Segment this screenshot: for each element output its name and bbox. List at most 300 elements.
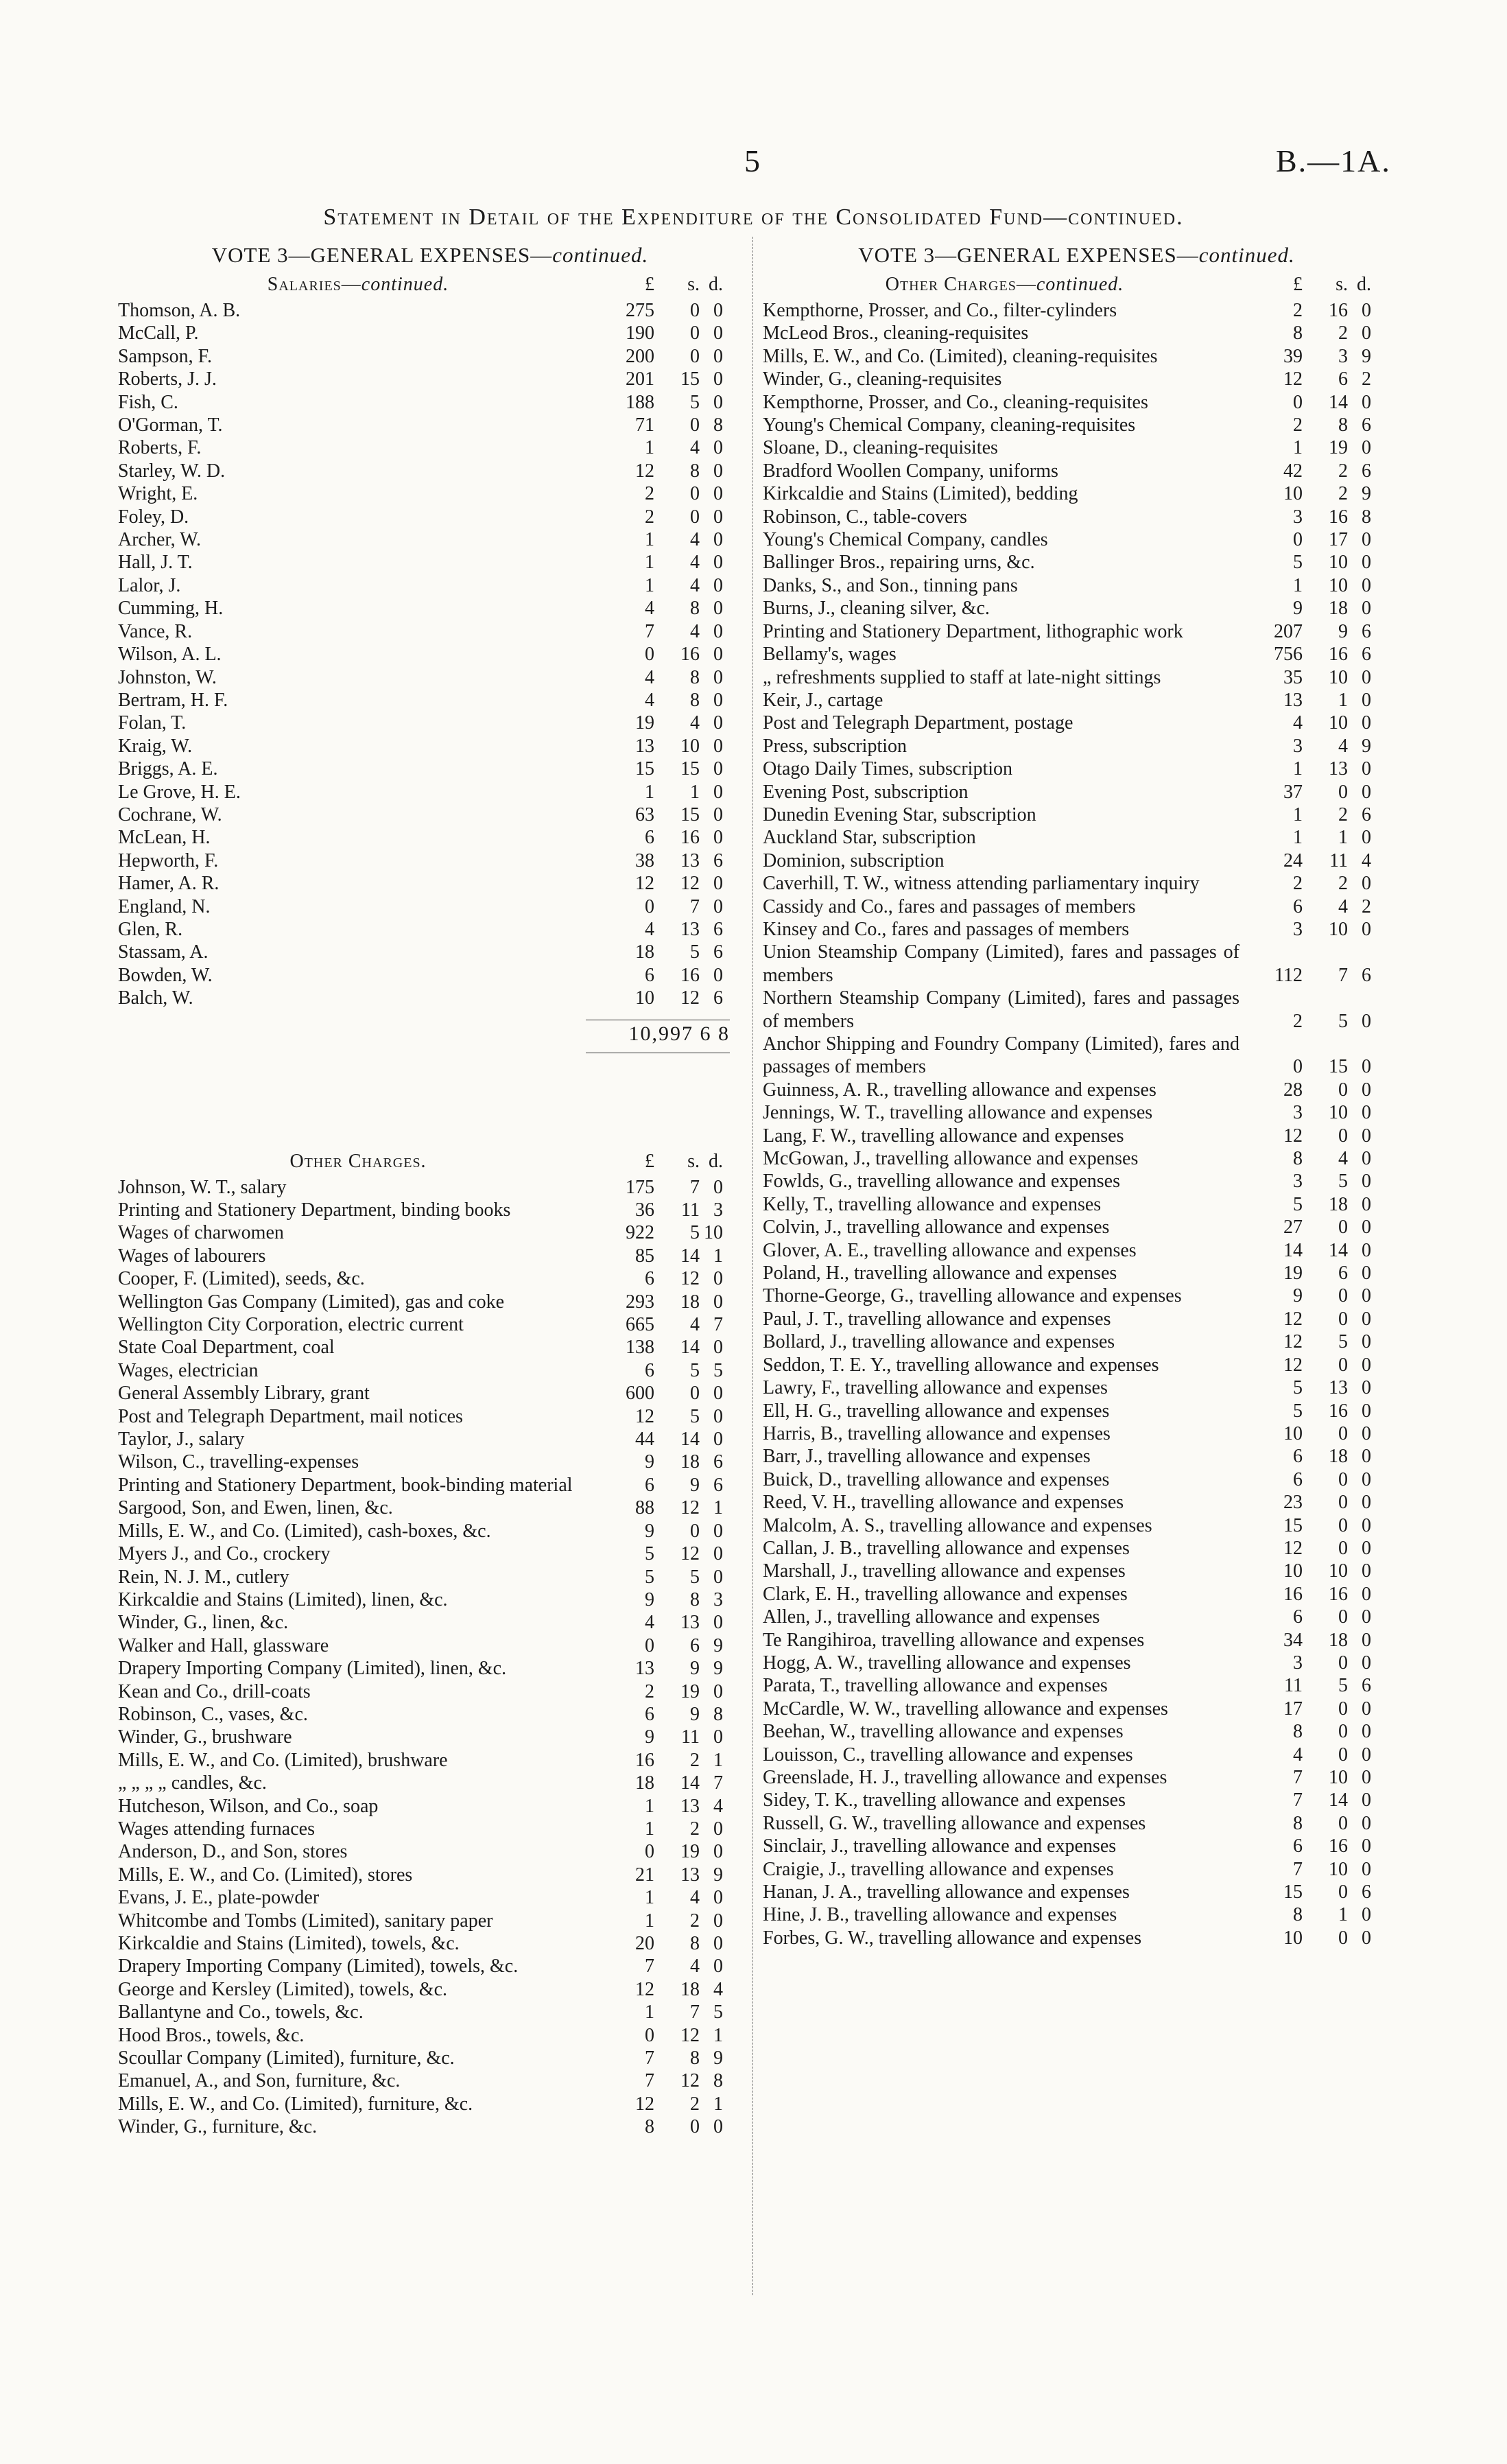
shillings-value: 8	[690, 1588, 700, 1610]
table-row	[763, 941, 1390, 987]
table-row	[118, 1680, 742, 1703]
shillings-value: 5	[690, 941, 700, 963]
pounds-value: 63	[635, 803, 654, 825]
table-row	[118, 1932, 742, 1955]
table-row	[118, 2024, 742, 2047]
pence-value: 0	[1362, 1285, 1371, 1307]
entry-name: Fish, C.	[118, 391, 178, 413]
pence-value: 0	[1362, 437, 1371, 459]
shillings-value: 2	[690, 2093, 700, 2115]
pence-value: 0	[1362, 1079, 1371, 1101]
pounds-value: 7	[1293, 1858, 1303, 1880]
table-row	[118, 1864, 742, 1886]
table-row	[763, 1744, 1390, 1766]
entry-name: Evans, J. E., plate-powder	[118, 1887, 320, 1909]
shillings-value: 8	[690, 2048, 700, 2069]
pence-value: 0	[1362, 1400, 1371, 1422]
table-row	[118, 482, 742, 505]
shillings-value: 7	[1338, 964, 1348, 986]
entry-name: Roberts, J. J.	[118, 368, 217, 390]
entry-name: Lang, F. W., travelling allowance and expenses	[763, 1125, 1124, 1147]
pounds-value: 42	[1283, 460, 1303, 482]
entry-name: Bowden, W.	[118, 964, 213, 986]
pounds-value: 1	[645, 1795, 654, 1817]
pounds-value: 71	[635, 414, 654, 436]
entry-name: Sampson, F.	[118, 345, 213, 367]
pence-value: 0	[1362, 529, 1371, 551]
pence-value: 0	[1362, 1835, 1371, 1857]
left-column	[118, 240, 742, 2139]
pounds-value: 1	[645, 1910, 654, 1932]
pence-value: 0	[713, 483, 723, 505]
pounds-value: 7	[1293, 1767, 1303, 1788]
table-row	[763, 368, 1390, 390]
pounds-value: 6	[645, 1359, 654, 1381]
shillings-value: 16	[1329, 644, 1348, 666]
pounds-value: 3	[1293, 1102, 1303, 1124]
pence-value: 0	[1362, 873, 1371, 895]
pence-value: 5	[713, 2002, 723, 2023]
table-row	[118, 712, 742, 734]
pounds-value: 6	[1293, 895, 1303, 917]
shillings-value: 8	[1338, 414, 1348, 436]
entry-name: Ballantyne and Co., towels, &c.	[118, 2002, 364, 2023]
entry-name: Folan, T.	[118, 712, 187, 734]
table-row	[763, 666, 1390, 689]
pounds-value: 8	[1293, 1148, 1303, 1170]
other-charges-continued-heading: Other Charges—continued. £ s. d.	[885, 274, 1371, 295]
pence-value: 6	[713, 1451, 723, 1473]
pounds-value: 6	[645, 964, 654, 986]
pounds-value: 20	[635, 1933, 654, 1954]
entry-name: Forbes, G. W., travelling allowance and expenses	[763, 1927, 1142, 1949]
pence-value: 6	[1362, 1881, 1371, 1903]
shillings-value: 14	[1329, 1790, 1348, 1811]
entry-name: Wages of charwomen	[118, 1222, 284, 1244]
pence-value: 0	[713, 1520, 723, 1542]
entry-name: Kirkcaldie and Stains (Limited), bedding	[763, 483, 1078, 505]
table-row	[118, 1451, 742, 1473]
entry-name: Post and Telegraph Department, mail notices	[118, 1405, 463, 1427]
table-row	[118, 322, 742, 344]
entry-name: Cooper, F. (Limited), seeds, &c.	[118, 1268, 365, 1290]
salaries-list	[118, 299, 742, 1010]
pence-value: 1	[713, 1245, 723, 1267]
entry-name: Stassam, A.	[118, 941, 209, 963]
table-row	[118, 643, 742, 666]
entry-name: Cumming, H.	[118, 598, 224, 620]
table-row	[118, 460, 742, 482]
shillings-value: 13	[1329, 1377, 1348, 1399]
pence-value: 10	[704, 1222, 723, 1244]
pence-value: 0	[1362, 1652, 1371, 1674]
pounds-value: 24	[1283, 849, 1303, 871]
pounds-value: 16	[635, 1749, 654, 1771]
entry-name: Union Steamship Company (Limited), fares and passages of members	[763, 941, 1244, 986]
table-row	[763, 1812, 1390, 1835]
other-charges-continued-list	[763, 299, 1390, 1949]
entry-name: Bradford Woollen Company, uniforms	[763, 460, 1058, 482]
table-row	[118, 1382, 742, 1405]
shillings-value: 5	[1338, 1171, 1348, 1193]
table-row	[763, 918, 1390, 941]
table-row	[118, 1611, 742, 1634]
shillings-value: 2	[690, 1910, 700, 1932]
table-row	[763, 758, 1390, 780]
shillings-value: 5	[690, 1405, 700, 1427]
entry-name: Rein, N. J. M., cutlery	[118, 1566, 289, 1588]
table-row	[763, 1903, 1390, 1926]
entry-name: England, N.	[118, 895, 211, 917]
pounds-value: 4	[1293, 1744, 1303, 1765]
pence-value: 0	[1362, 1377, 1371, 1399]
pounds-value: 2	[1293, 414, 1303, 436]
pounds-value: 12	[635, 1405, 654, 1427]
entry-name: Winder, G., furniture, &c.	[118, 2116, 318, 2138]
shillings-value: 4	[1338, 895, 1348, 917]
table-row	[763, 414, 1390, 436]
shillings-value: 4	[690, 437, 700, 459]
table-row	[118, 964, 742, 987]
table-row	[118, 1221, 742, 1244]
shillings-value: 0	[1338, 1698, 1348, 1720]
entry-name: Clark, E. H., travelling allowance and expenses	[763, 1583, 1128, 1605]
pence-value: 0	[713, 712, 723, 734]
table-row	[763, 1330, 1390, 1353]
shillings-value: 0	[690, 483, 700, 505]
shillings-value: 18	[1329, 1193, 1348, 1215]
shillings-value: 0	[1338, 1537, 1348, 1559]
shillings-value: 0	[690, 300, 700, 321]
entry-name: Parata, T., travelling allowance and expenses	[763, 1675, 1108, 1697]
entry-name: Glen, R.	[118, 918, 183, 940]
other-charges-heading: Other Charges. £ s. d.	[289, 1150, 723, 1172]
pence-value: 0	[1362, 1583, 1371, 1605]
entry-name: Hine, J. B., travelling allowance and expenses	[763, 1904, 1117, 1926]
entry-name: Archer, W.	[118, 529, 201, 551]
entry-name: „ refreshments supplied to staff at late-night sittings	[763, 666, 1161, 688]
entry-name: Louisson, C., travelling allowance and expenses	[763, 1744, 1133, 1765]
pounds-value: 1	[645, 1887, 654, 1909]
pounds-value: 18	[635, 1772, 654, 1794]
pence-value: 0	[1362, 712, 1371, 734]
pence-value: 0	[1362, 1537, 1371, 1559]
table-row	[763, 1491, 1390, 1514]
entry-name: Lalor, J.	[118, 574, 181, 596]
table-row	[763, 1079, 1390, 1101]
shillings-value: 14	[1329, 391, 1348, 413]
pounds-value: 39	[1283, 345, 1303, 367]
pounds-value: 1	[1293, 437, 1303, 459]
shillings-value: 13	[680, 1864, 700, 1886]
pounds-value: 2	[1293, 1010, 1303, 1032]
vote-heading-left: VOTE 3—GENERAL EXPENSES—continued.	[211, 243, 649, 267]
pence-value: 0	[1362, 1331, 1371, 1353]
entry-name: Balch, W.	[118, 987, 193, 1009]
entry-name: Russell, G. W., travelling allowance and expenses	[763, 1812, 1146, 1834]
shillings-value: 2	[1338, 803, 1348, 825]
table-row	[763, 1422, 1390, 1445]
pence-value: 0	[1362, 918, 1371, 940]
pounds-value: 922	[626, 1222, 654, 1244]
pence-value: 0	[1362, 1171, 1371, 1193]
table-row	[763, 620, 1390, 643]
shillings-value: 18	[1329, 598, 1348, 620]
entry-name: State Coal Department, coal	[118, 1337, 335, 1359]
pence-value: 0	[713, 1543, 723, 1565]
pence-value: 0	[1362, 1790, 1371, 1811]
pounds-value: 6	[645, 1474, 654, 1496]
pence-value: 0	[1362, 1354, 1371, 1376]
table-row	[118, 1359, 742, 1382]
table-row	[763, 1835, 1390, 1857]
shillings-header: s.	[687, 274, 700, 295]
pounds-value: 200	[626, 345, 654, 367]
entry-name: Allen, J., travelling allowance and expenses	[763, 1606, 1100, 1628]
pounds-value: 7	[645, 620, 654, 642]
shillings-value: 0	[1338, 1927, 1348, 1949]
pence-value: 5	[713, 1359, 723, 1381]
entry-name: Starley, W. D.	[118, 460, 226, 482]
pence-value: 1	[713, 1497, 723, 1519]
entry-name: Marshall, J., travelling allowance and expenses	[763, 1560, 1126, 1582]
pounds-value: 12	[635, 460, 654, 482]
pounds-value: 665	[626, 1314, 654, 1336]
table-row	[763, 506, 1390, 528]
pence-value: 0	[1362, 1056, 1371, 1078]
shillings-value: 5	[1338, 1331, 1348, 1353]
shillings-value: 11	[681, 1726, 700, 1748]
shillings-value: 14	[680, 1772, 700, 1794]
entry-name: Wilson, C., travelling-expenses	[118, 1451, 359, 1473]
pounds-value: 12	[635, 1978, 654, 2000]
pence-value: 0	[1362, 1217, 1371, 1239]
pence-value: 0	[713, 1910, 723, 1932]
pence-value: 1	[713, 1749, 723, 1771]
entry-name: Bellamy's, wages	[763, 644, 897, 666]
pence-value: 6	[1362, 1675, 1371, 1697]
pence-value: 1	[713, 2093, 723, 2115]
pounds-value: 1	[645, 529, 654, 551]
other-charges-list	[118, 1176, 742, 2139]
shillings-value: 2	[690, 1749, 700, 1771]
shillings-value: 14	[680, 1337, 700, 1359]
table-row	[763, 1720, 1390, 1743]
pounds-value: 2	[645, 506, 654, 528]
pence-value: 0	[1362, 1125, 1371, 1147]
table-row	[118, 1955, 742, 1978]
pounds-value: 1	[645, 437, 654, 459]
shillings-value: 4	[690, 712, 700, 734]
table-row	[118, 299, 742, 322]
entry-name: Danks, S., and Son., tinning pans	[763, 574, 1018, 596]
table-row	[118, 872, 742, 895]
pounds-value: 23	[1283, 1492, 1303, 1514]
pence-value: 0	[713, 1383, 723, 1405]
entry-name: Mills, E. W., and Co. (Limited), cleaning-requisites	[763, 345, 1158, 367]
pounds-value: 8	[1293, 322, 1303, 344]
pence-value: 1	[713, 2024, 723, 2046]
pounds-value: 6	[1293, 1468, 1303, 1490]
pounds-value: 207	[1274, 620, 1303, 642]
pounds-value: 12	[1283, 368, 1303, 390]
pounds-value: 14	[1283, 1239, 1303, 1261]
pounds-value: 6	[1293, 1606, 1303, 1628]
pounds-value: 6	[1293, 1835, 1303, 1857]
pence-value: 0	[713, 1680, 723, 1702]
table-row	[763, 1125, 1390, 1147]
entry-name: Craigie, J., travelling allowance and expenses	[763, 1858, 1114, 1880]
pence-value: 0	[713, 1429, 723, 1451]
table-row	[118, 2115, 742, 2138]
entry-name: Wages of labourers	[118, 1245, 266, 1267]
pounds-value: 8	[1293, 1812, 1303, 1834]
right-column	[763, 240, 1390, 1949]
pence-value: 0	[1362, 552, 1371, 574]
entry-name: Glover, A. E., travelling allowance and expenses	[763, 1239, 1137, 1261]
shillings-value: 18	[680, 1291, 700, 1313]
shillings-value: 13	[680, 1795, 700, 1817]
pounds-value: 0	[645, 1841, 654, 1863]
pence-value: 0	[1362, 1102, 1371, 1124]
table-row	[763, 1354, 1390, 1376]
table-row	[118, 368, 742, 390]
pence-value: 0	[713, 368, 723, 390]
pounds-value: 34	[1283, 1629, 1303, 1651]
table-row	[118, 1267, 742, 1290]
pounds-value: 9	[1293, 1285, 1303, 1307]
pounds-value: 10	[1283, 1927, 1303, 1949]
table-row	[763, 735, 1390, 758]
pounds-value: 10	[1283, 1422, 1303, 1444]
table-row	[763, 1514, 1390, 1537]
entry-name: Cassidy and Co., fares and passages of members	[763, 895, 1136, 917]
table-row	[763, 391, 1390, 414]
shillings-value: 6	[690, 1634, 700, 1656]
shillings-value: 10	[1329, 1102, 1348, 1124]
shillings-value: 9	[690, 1474, 700, 1496]
pounds-value: 13	[635, 735, 654, 757]
table-row	[763, 1858, 1390, 1881]
pounds-value: 13	[1283, 689, 1303, 711]
salaries-total: 10,997 6 8	[118, 1010, 742, 1051]
table-row	[763, 1239, 1390, 1262]
pounds-value: 28	[1283, 1079, 1303, 1101]
pounds-value: 1	[645, 574, 654, 596]
entry-name: Myers J., and Co., crockery	[118, 1543, 331, 1565]
pence-value: 0	[713, 1726, 723, 1748]
table-row	[118, 1474, 742, 1497]
entry-name: Bollard, J., travelling allowance and expenses	[763, 1331, 1115, 1353]
pence-value: 0	[1362, 1492, 1371, 1514]
entry-name: Jennings, W. T., travelling allowance and expenses	[763, 1102, 1153, 1124]
entry-name: Anchor Shipping and Foundry Company (Limited), fares and passages of members	[763, 1033, 1244, 1078]
pence-value: 0	[1362, 1468, 1371, 1490]
pence-value: 9	[713, 2048, 723, 2069]
table-row	[763, 1193, 1390, 1216]
pence-value: 0	[1362, 689, 1371, 711]
table-row	[118, 1566, 742, 1588]
table-row	[763, 436, 1390, 459]
shillings-value: 11	[681, 1199, 700, 1221]
shillings-value: 5	[690, 1222, 700, 1244]
pounds-value: 12	[1283, 1331, 1303, 1353]
entry-name: Greenslade, H. J., travelling allowance and expenses	[763, 1767, 1167, 1788]
pence-value: 0	[713, 391, 723, 413]
table-row	[763, 345, 1390, 368]
shillings-value: 16	[1329, 1835, 1348, 1857]
table-row	[118, 551, 742, 574]
entry-name: Hepworth, F.	[118, 849, 219, 871]
pence-value: 6	[1362, 644, 1371, 666]
entry-name: Printing and Stationery Department, book-binding material	[118, 1474, 573, 1496]
entry-name: Sargood, Son, and Ewen, linen, &c.	[118, 1497, 393, 1519]
table-row	[118, 391, 742, 414]
pounds-value: 0	[645, 895, 654, 917]
entry-name: Kelly, T., travelling allowance and expenses	[763, 1193, 1102, 1215]
table-row	[118, 1199, 742, 1221]
table-row	[763, 689, 1390, 712]
shillings-value: 0	[1338, 781, 1348, 803]
table-row	[118, 1795, 742, 1818]
pounds-value: 4	[645, 1612, 654, 1634]
entry-name: Caverhill, T. W., witness attending parliamentary inquiry	[763, 873, 1200, 895]
shillings-value: 0	[1338, 1079, 1348, 1101]
shillings-value: 10	[1329, 552, 1348, 574]
shillings-value: 0	[1338, 1652, 1348, 1674]
pence-value: 6	[713, 849, 723, 871]
pounds-value: 12	[635, 873, 654, 895]
shillings-value: 11	[1329, 849, 1348, 871]
pence-value: 6	[1362, 964, 1371, 986]
pence-value: 0	[1362, 1239, 1371, 1261]
pence-value: 4	[713, 1978, 723, 2000]
pounds-value: 293	[626, 1291, 654, 1313]
shillings-value: 7	[690, 1176, 700, 1198]
shillings-value: 12	[680, 1268, 700, 1290]
shillings-value: 15	[680, 368, 700, 390]
entry-name: McLeod Bros., cleaning-requisites	[763, 322, 1029, 344]
entry-name: Wellington City Corporation, electric current	[118, 1314, 464, 1336]
pence-value: 9	[713, 1658, 723, 1680]
pence-value: 0	[713, 873, 723, 895]
shillings-value: 0	[1338, 1514, 1348, 1536]
shillings-value: 0	[1338, 1354, 1348, 1376]
shillings-value: 12	[680, 987, 700, 1009]
pence-value: 0	[713, 529, 723, 551]
page-number: 5	[744, 143, 760, 178]
shillings-value: 10	[1329, 574, 1348, 596]
entry-name: Burns, J., cleaning silver, &c.	[763, 598, 990, 620]
entry-name: Hanan, J. A., travelling allowance and expenses	[763, 1881, 1130, 1903]
entry-name: Kinsey and Co., fares and passages of members	[763, 918, 1130, 940]
shillings-value: 12	[680, 2024, 700, 2046]
shillings-value: 3	[1338, 345, 1348, 367]
shillings-value: 1	[1338, 1904, 1348, 1926]
pounds-value: 3	[1293, 918, 1303, 940]
entry-name: Cochrane, W.	[118, 803, 222, 825]
pounds-value: 1	[645, 1818, 654, 1840]
pounds-value: 1	[645, 552, 654, 574]
entry-name: Winder, G., brushware	[118, 1726, 292, 1748]
pounds-value: 275	[626, 300, 654, 321]
pounds-value: 8	[1293, 1721, 1303, 1743]
pence-value: 6	[713, 987, 723, 1009]
pounds-value: 7	[645, 1956, 654, 1978]
table-row	[118, 918, 742, 941]
table-row	[763, 1652, 1390, 1674]
entry-name: O'Gorman, T.	[118, 414, 223, 436]
